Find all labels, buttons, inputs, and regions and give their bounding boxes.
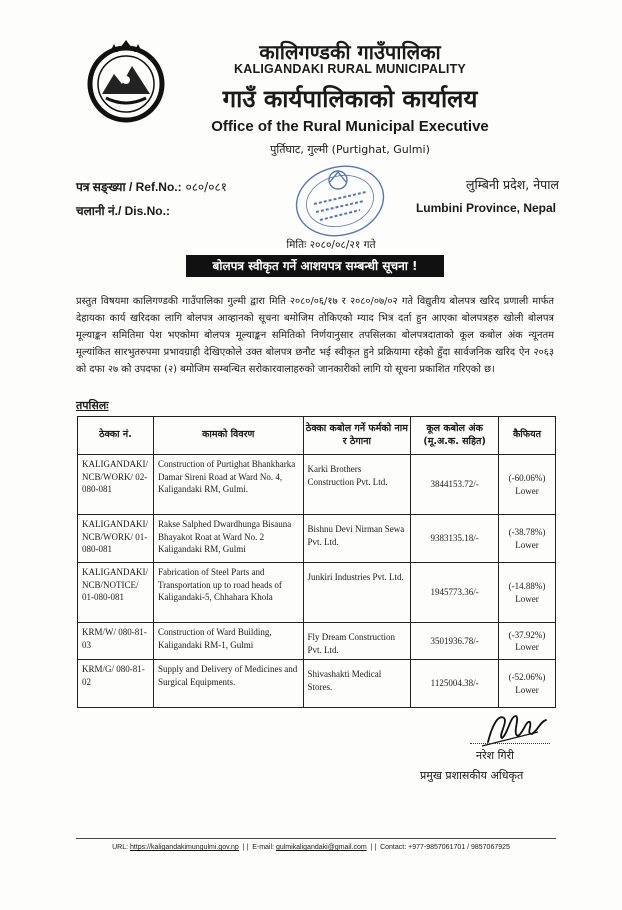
header-contract-no: ठेक्का नं. [78, 417, 154, 455]
bid-amount: 9383135.18/- [411, 515, 499, 563]
table-row [78, 515, 556, 563]
footer-url-link[interactable]: https://kaligandakimungulmi.gov.np [130, 844, 239, 851]
remark-word: Lower [515, 485, 539, 496]
footer-email-link[interactable]: gulmikaligandaki@gmail.com [275, 844, 367, 851]
footer-contact-label: Contact: [380, 844, 407, 851]
table-header-row [78, 417, 556, 455]
remark-word: Lower [515, 684, 539, 695]
official-stamp-icon [290, 160, 390, 242]
table-row [78, 623, 556, 660]
work-description: Fabrication of Steel Parts and Transportation up to road heads of Kaligandaki-5, Chhahara Khola [153, 563, 303, 623]
remarks [499, 623, 556, 660]
reference-number [76, 178, 227, 195]
contract-no: KRM/G/ 080-81-02 [78, 660, 154, 708]
header-work-description: कामको विवरण [153, 417, 303, 455]
contract-no: KALIGANDAKI/ NCB/WORK/ 02-080-081 [78, 455, 154, 515]
office-name-en: Office of the Rural Municipal Executive [211, 118, 489, 135]
table-row [78, 660, 556, 708]
province-en: Lumbini Province, Nepal [415, 201, 556, 215]
firm-name: Karki Brothers Construction Pvt. Ltd. [307, 464, 388, 487]
remark-word: Lower [515, 593, 539, 604]
municipality-name-np: कालिगण्डकी गाउँपालिका [259, 40, 441, 64]
remarks [499, 660, 556, 708]
contract-no: KALIGANDAKI/ NCB/WORK/ 01-080-081 [78, 515, 154, 563]
work-description: Construction of Purtighat Bhankharka Damar Sireni Road at Ward No. 4, Kaligandaki RM, Gulmi. [153, 455, 303, 515]
remark-percent: (-52.06%) [508, 672, 546, 682]
remark-percent: (-37.92%) [508, 629, 546, 640]
contract-no: KRM/W/ 080-81-03 [78, 623, 154, 660]
remarks [499, 563, 556, 623]
header-firm: ठेक्का कबोल गर्ने फर्मको नाम र ठेगाना [303, 417, 411, 455]
notice-body: प्रस्तुत विषयमा कालिगण्डकी गाउँपालिका गुल्मी द्वारा मिति २०८०/०६/१७ र २०८०/०७/०२ गते विद्युतीय बोलपत्र खरिद प्रणाली मार्फत देहायका कार्य खरिदका लागि बोलपत्र आव्हानको सूचना बमोजिम तोकिएको म्याद भित्र दर्ता हुन आएका बोलपत्रहरु खोली बोलपत्र मूल्याङ्कन समितिमा पेश भएकोमा बोलपत्र मूल्याङ्कन समितिको निर्णयानुसार तपसिलका बोलपत्रदाताको कूल कबोल अंक न्यूनतम मूल्यांकित सारभुतरुपमा प्रभावग्राही देखिएकोले उक्त बोलपत्र छनौट भई स्वीकृत हुने प्रक्रियामा रहेको हुँदा सार्वजनिक खरिद ऐन २०६३ को दफा २७ को उपदफा (२) बमोजिम सम्बन्धित सरोकारवालाहरुको जानकारीको लागि यो सूचना प्रकाशित गरिएको छ। [76, 296, 554, 375]
work-description: Supply and Delivery of Medicines and Surgical Equipments. [153, 660, 303, 708]
remarks [499, 455, 556, 515]
ref-label: पत्र सङ्ख्या / Ref.No.: [76, 180, 182, 194]
letter-date: मितिः २०८०/०८/२१ गते [286, 239, 376, 251]
province-np: लुम्बिनी प्रदेश, नेपाल [465, 177, 559, 192]
office-name-np: गाउँ कार्यपालिकाको कार्यालय [222, 85, 478, 113]
footer-url-label: URL: [112, 844, 129, 851]
footer-divider [76, 838, 556, 839]
office-address: पुर्तिघाट, गुल्मी (Purtighat, Gulmi) [270, 143, 430, 156]
ref-value: ०८०/०८१ [185, 180, 227, 194]
bid-amount: 1945773.36/- [411, 563, 499, 623]
remarks [499, 515, 556, 563]
remark-percent: (-60.06%) [508, 473, 546, 483]
dispatch-number [76, 202, 170, 219]
dis-label: चलानी नं./ Dis.No.: [76, 204, 170, 218]
footer-email-label: E-mail: [252, 844, 274, 851]
subject-banner: बोलपत्र स्वीकृत गर्ने आशयपत्र सम्बन्धी सूचना ! [186, 255, 444, 277]
signatory-name: नरेश गिरी [476, 749, 514, 762]
table-row [78, 563, 556, 623]
municipality-name-en: KALIGANDAKI RURAL MUNICIPALITY [234, 62, 466, 76]
footer-contact-value: +977-9857061701 / 9857067925 [408, 844, 510, 851]
firm-name: Shivashakti Medical Stores. [307, 669, 382, 692]
remark-word: Lower [515, 539, 539, 550]
work-description: Rakse Salphed Dwardhunga Bisauna Bhayakot Roat at Ward No. 2 Kaligandaki RM, Gulmi [153, 515, 303, 563]
header-remarks: कैफियत [499, 417, 556, 455]
signatory-title: प्रमुख प्रशासकीय अधिकृत [420, 769, 524, 782]
table-row [78, 455, 556, 515]
header-amount: कूल कबोल अंक (मू.अ.क. सहित) [411, 417, 499, 455]
signature-line [470, 743, 550, 744]
remark-percent: (-14.88%) [508, 581, 546, 591]
footer: URL: https://kaligandakimungulmi.gov.np | | E-mail: gulmikaligandaki@gmail.com | | Contact: +977-9857061701 / 9857067925 [112, 844, 510, 851]
bid-amount: 1125004.38/- [411, 660, 499, 708]
work-description: Construction of Ward Building, Kaligandaki RM-1, Gulmi [153, 623, 303, 660]
firm-name: Junkiri Industries Pvt. Ltd. [307, 572, 404, 582]
bid-table [77, 416, 556, 708]
firm-name: Fly Dream Construction Pvt. Ltd. [307, 632, 395, 655]
bid-amount: 3501936.78/- [411, 623, 499, 660]
remark-percent: (-38.78%) [508, 527, 546, 537]
contract-no: KALIGANDAKI/ NCB/NOTICE/ 01-080-081 [78, 563, 154, 623]
remark-word: Lower [515, 642, 539, 652]
bid-amount: 3844153.72/- [411, 455, 499, 515]
firm-name: Bishnu Devi Nirman Sewa Pvt. Ltd. [307, 524, 405, 547]
details-heading: तपसिलः [76, 399, 109, 412]
